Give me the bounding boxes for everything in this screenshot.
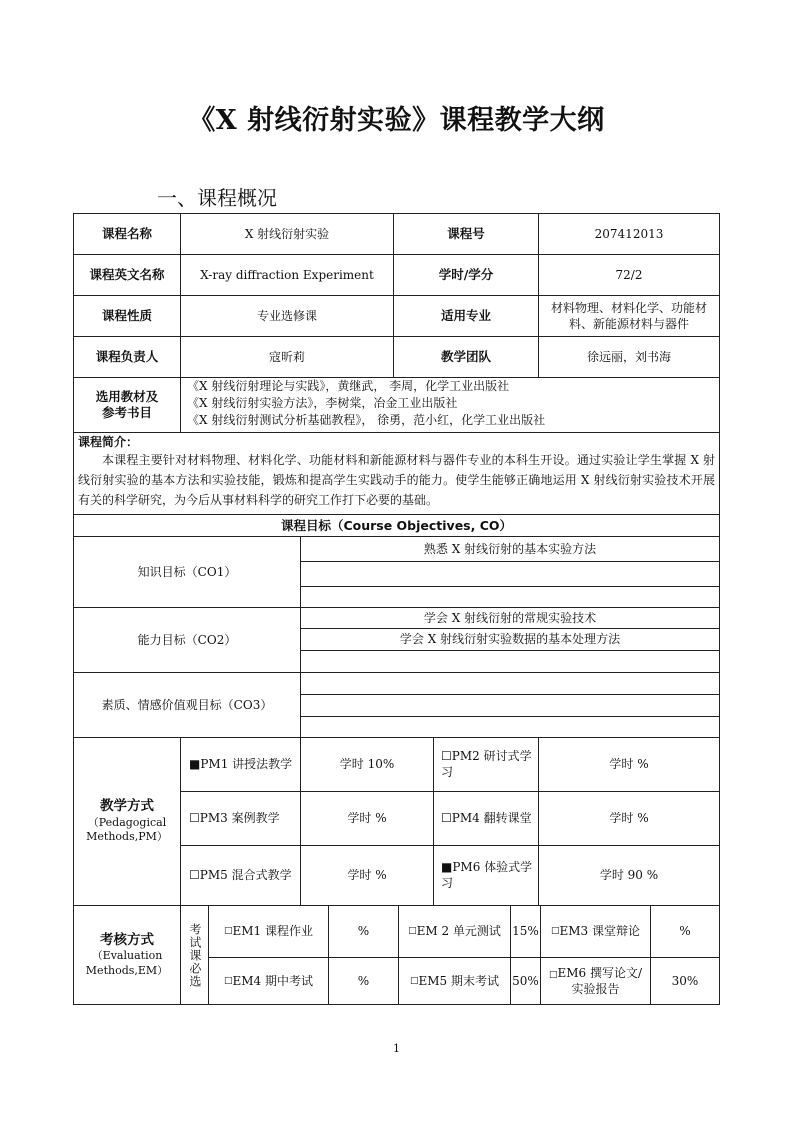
pedagogy-label [73,737,181,906]
em4-item[interactable] [208,957,329,1005]
objective-item [300,650,720,673]
english-name-value: X-ray diffraction Experiment [180,254,394,296]
textbook-item: 《X 射线衍射实验方法》，李树棠，冶金工业出版社 [187,396,458,410]
evaluation-label-cn: 考核方式 [100,931,154,948]
course-type-label: 课程性质 [73,295,181,337]
objective-item [300,716,720,738]
pm-name: 研讨式学习 [441,748,532,779]
objective-label-co2: 能力目标（CO2） [73,607,301,673]
pm-code: PM4 [451,811,480,826]
pm-name: 案例教学 [231,811,280,826]
checkbox-checked-icon[interactable]: ■ [189,757,201,772]
em-name: 单元测试 [452,924,501,939]
pm-name: 翻转课堂 [483,811,532,826]
em-name: 课程作业 [265,924,314,939]
textbook-item: 《X 射线衍射测试分析基础教程》， 徐勇，范小红，化学工业出版社 [187,413,546,427]
textbooks-list [180,377,720,433]
checkbox-unchecked-icon[interactable]: ☐ [441,811,452,826]
document-title: 《X 射线衍射实验》课程教学大纲 [188,105,605,136]
em-code: EM3 [559,924,589,939]
em3-item[interactable] [540,905,651,958]
textbooks-label-line1: 选用教材及 [95,389,159,405]
required-note [180,905,209,1005]
course-name-label: 课程名称 [73,213,181,255]
em1-weight: % [328,905,399,958]
em2-weight: 15% [510,905,541,958]
em-code: EM5 [418,973,448,988]
em2-item[interactable] [398,905,511,958]
objective-item [300,672,720,695]
pm-code: PM1 [200,757,229,772]
em-name: 期末考试 [451,973,500,988]
course-intro [73,432,720,515]
english-name-label: 课程英文名称 [73,254,181,296]
checkbox-unchecked-icon[interactable]: ☐ [189,811,200,826]
evaluation-label [73,905,181,1005]
teaching-team-value: 徐远丽，刘书海 [538,336,720,378]
course-name-value: X 射线衍射实验 [180,213,394,255]
em3-weight: % [650,905,720,958]
checkbox-unchecked-icon[interactable]: □ [409,975,419,986]
em6-item[interactable] [540,957,651,1005]
em5-weight: 50% [510,957,541,1005]
textbook-item: 《X 射线衍射理论与实践》，黄继武， 李周，化学工业出版社 [187,379,510,393]
teaching-team-label: 教学团队 [393,336,539,378]
course-number-label: 课程号 [393,213,539,255]
pm6-checkbox-item[interactable] [433,845,539,906]
pm5-checkbox-item[interactable] [180,845,301,906]
pm-name: 讲授法教学 [232,757,293,772]
pedagogy-label-en-2: Methods,PM） [86,830,168,844]
checkbox-unchecked-icon[interactable]: □ [408,926,417,937]
section-heading: 一、课程概况 [157,186,277,210]
objective-label-co3: 素质、情感价值观目标（CO3） [73,672,301,738]
objective-item [300,561,720,587]
pm-code: PM6 [452,859,481,874]
em-code: EM6 [557,965,587,980]
course-leader-label: 课程负责人 [73,336,181,378]
course-intro-body: 本课程主要针对材料物理、材料化学、功能材料和新能源材料与器件专业的本科生开设。通过实验让学生掌握 X 射线衍射实验的基本方法和实验技能，锻炼和提高学生实践动手的能力。使学生能够正确地运用 X 射线衍射实验技术开展有关的科学研究，为今后从事材料科学的研究工作打下必要的基础。 [78,453,715,507]
pm2-hours: 学时 % [538,737,720,792]
pm1-hours: 学时 10% [300,737,434,792]
objective-label-co1: 知识目标（CO1） [73,536,301,608]
pm-code: PM3 [199,811,228,826]
em4-weight: % [328,957,399,1005]
em-name: 撰写论文/实验报告 [571,965,643,996]
checkbox-checked-icon[interactable]: ■ [441,859,453,874]
em-code: EM 2 [416,924,450,939]
objectives-header: 课程目标（Course Objectives, CO） [73,514,720,537]
pm2-checkbox-item[interactable] [433,737,539,792]
checkbox-unchecked-icon[interactable]: □ [223,926,233,937]
pedagogy-label-cn: 教学方式 [100,798,154,815]
em5-item[interactable] [398,957,511,1005]
course-type-value: 专业选修课 [180,295,394,337]
pm-name: 混合式教学 [231,868,292,883]
pm-name: 体验式学习 [441,859,533,890]
em-name: 期中考试 [265,973,314,988]
textbooks-label [73,377,181,433]
hours-credits-label: 学时/学分 [393,254,539,296]
course-number-value: 207412013 [538,213,720,255]
checkbox-unchecked-icon[interactable]: ☐ [441,748,452,763]
checkbox-unchecked-icon[interactable]: □ [223,975,233,986]
evaluation-label-en-2: Methods,EM） [85,963,169,977]
objective-item: 学会 X 射线衍射实验数据的基本处理方法 [300,628,720,651]
checkbox-unchecked-icon[interactable]: ☐ [189,868,200,883]
pm5-hours: 学时 % [300,845,434,906]
applicable-major-value: 材料物理、材料化学、功能材料、新能源材料与器件 [538,295,720,337]
em6-weight: 30% [650,957,720,1005]
course-leader-value: 寇昕莉 [180,336,394,378]
applicable-major-label: 适用专业 [393,295,539,337]
pm6-hours: 学时 90 % [538,845,720,906]
page-number: 1 [393,1042,400,1055]
pm-code: PM5 [199,868,228,883]
evaluation-label-en-1: （Evaluation [91,949,163,963]
pm3-hours: 学时 % [300,791,434,846]
pm1-checkbox-item[interactable] [180,737,301,792]
course-intro-heading: 课程简介： [78,435,139,449]
pm4-checkbox-item[interactable] [433,791,539,846]
hours-credits-value: 72/2 [538,254,720,296]
em-name: 课堂辩论 [592,924,641,939]
checkbox-unchecked-icon[interactable]: □ [548,969,558,980]
em-code: EM4 [232,973,262,988]
em-code: EM1 [232,924,262,939]
required-note-text: 考试课必选 [187,922,202,988]
objective-item: 学会 X 射线衍射的常规实验技术 [300,607,720,629]
pm-code: PM2 [451,748,480,763]
pm4-hours: 学时 % [538,791,720,846]
objective-item: 熟悉 X 射线衍射的基本实验方法 [300,536,720,562]
textbooks-label-line2: 参考书目 [101,405,152,420]
objective-item [300,694,720,717]
pm3-checkbox-item[interactable] [180,791,301,846]
em1-item[interactable] [208,905,329,958]
pedagogy-label-en-1: （Pedagogical [87,815,167,829]
checkbox-unchecked-icon[interactable]: □ [550,926,560,937]
objective-item [300,586,720,608]
